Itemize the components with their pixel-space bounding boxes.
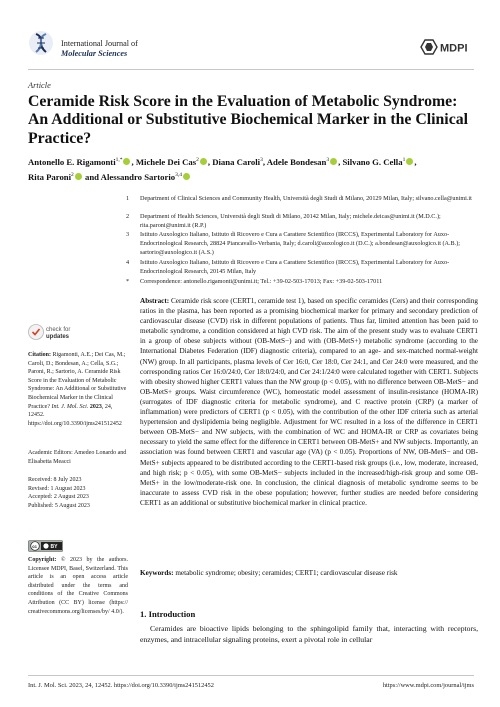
copyright-block	[28, 556, 128, 616]
affiliation-text: Department of Clinical Sciences and Community Health, Università degli Studi di Milano, 20129 Milan, Italy; silvano.cella@unimi.it	[140, 195, 472, 202]
correspondence	[126, 277, 480, 286]
author-name[interactable]: Antonello E. Rigamonti	[28, 157, 116, 167]
citation-year: 2023	[89, 403, 102, 410]
abstract-label: Abstract:	[140, 297, 170, 305]
published-date: Published: 5 August 2023	[28, 502, 90, 509]
author-affiliation-sup: 2	[196, 157, 199, 163]
revised-date: Revised: 1 August 2023	[28, 485, 86, 492]
academic-editors: Academic Editors: Amedeo Lonardo and Elisabetta Meacci	[28, 450, 127, 465]
footer-citation[interactable]: Int. J. Mol. Sci. 2023, 24, 12452. https://doi.org/10.3390/ijms241512452	[28, 682, 214, 689]
author-name[interactable]: Silvano G. Cella	[342, 157, 403, 167]
orcid-icon[interactable]	[123, 158, 130, 165]
author-name[interactable]: Diana Caroli	[212, 157, 261, 167]
footer-divider	[28, 675, 474, 676]
accepted-date: Accepted: 2 August 2023	[28, 494, 89, 501]
journal-name-line2: Molecular Sciences	[61, 49, 128, 58]
author-name[interactable]: Rita Paroni	[28, 171, 72, 182]
received-date: Received: 8 July 2023	[28, 477, 82, 483]
journal-logo-icon	[28, 30, 54, 56]
check-updates-line2: updates	[46, 334, 70, 340]
footer-journal-url[interactable]: https://www.mdpi.com/journal/ijms	[382, 682, 474, 689]
affiliation-4	[126, 258, 480, 276]
affiliation-3	[126, 230, 480, 258]
section-heading-introduction: 1. Introduction	[140, 609, 196, 619]
affiliation-2	[126, 212, 480, 230]
keywords-label: Keywords:	[140, 569, 174, 577]
orcid-icon[interactable]	[200, 158, 207, 165]
copyright-text: © 2023 by the authors. Licensee MDPI, Basel, Switzerland. This article is an open access article distributed under the terms and conditions of the Creative Commons Attribution (CC BY) license (https:// creativecommons.org/licenses/by/ 4.0/).	[28, 557, 129, 615]
orcid-icon[interactable]	[75, 173, 82, 180]
citation-text: Rigamonti, A.E.; Dei Cas, M.; Caroli, D.; Bondesan, A.; Cella, S.G.; Paroni, R.; Sartorio, A. Ceramide Risk Score in the Evaluation of Metabolic Syndrome: An Additional or Substitutive Biochemical Marker in the Clinical Practice?	[28, 352, 127, 410]
author-name[interactable]: Alessandro Sartorio	[100, 171, 176, 182]
introduction-paragraph: Ceramides are bioactive lipids belonging to the sphingolipid family that, interacting with receptors, enzymes, and intracellular signaling proteins, exert a pivotal role in cellular	[140, 624, 478, 644]
author-affiliation-sup: 1,*	[115, 157, 123, 163]
affiliation-text: Istituto Auxologico Italiano, Istituto di Ricovero e Cura a Carattere Scientifico (IRCCS), Experimental Laboratory for Auxo-Endocrinological Research, 20145 Milan, Italy	[140, 259, 450, 276]
mdpi-logo[interactable]	[420, 38, 472, 56]
article-type: Article	[28, 81, 51, 90]
citation-journal: Int. J. Mol. Sci.	[51, 403, 89, 410]
copyright-label: Copyright:	[28, 557, 57, 563]
author-affiliation-sup: 3	[326, 157, 330, 163]
affiliation-text: Istituto Auxologico Italiano, Istituto di Ricovero e Cura a Carattere Scientifico (IRCCS), Experimental Laboratory for Auxo-Endocrinological Research, 28824 Piancavallo-Verbania, Italy; d.caroli@auxologico.it (D.C.); a.bondesan@auxologico.it (A.B.); sartorio@auxologico.it (A.S.)	[140, 231, 460, 257]
abstract	[140, 296, 478, 508]
affiliation-number: *	[126, 278, 130, 285]
citation-doi[interactable]: , 24, 12452. https://doi.org/10.3390/ijms241512452	[28, 403, 122, 427]
check-updates-line1: check for	[46, 327, 71, 333]
keywords-text: metabolic syndrome; obesity; ceramides; CERT1; cardiovascular disease risk	[175, 569, 398, 577]
affiliation-text: Department of Health Sciences, Università degli Studi di Milano, 20142 Milan, Italy; michele.deicas@unimi.it (M.D.C.); rita.paroni@unimi.it (R.P.)	[140, 213, 441, 230]
author-affiliation-sup: 3,4	[175, 171, 182, 178]
affiliation-number: 1	[126, 195, 130, 202]
author-affiliation-sup: 1	[402, 157, 406, 163]
affiliation-number: 4	[126, 259, 130, 266]
author-name[interactable]: Michele Dei Cas	[135, 157, 197, 167]
abstract-text: Ceramide risk score (CERT1, ceramide test 1), based on specific ceramides (Cers) and their corresponding ratios in the plasma, has been reported as a promising biochemical marker for primary and secondary prediction of cardiovascular disease (CVD) risk in different populations of patients. Thus far, limited attention has been paid to metabolic syndrome, a condition considered at high CVD risk. The aim of the present study was to evaluate CERT1 in a group of obese subjects without (OB-MetS−) and with (OB-MetS+) metabolic syndrome (according to the International Diabetes Federation (IDF) diagnostic criteria), compared to an age- and sex-matched normal-weight (NW) group. In all participants, plasma levels of Cer 16:0, Cer 18:0, Cer 24:1, and Cer 24:0 were measured, and the corresponding ratios Cer 16:0/24:0, Cer 18:0/24:0, and Cer 24:1/24:0 were calculated together with CERT1. Subjects with obesity showed higher CERT1 values than the NW group (p < 0.05), with no difference between OB-MetS− and OB-MetS+ groups. Waist circumference (WC), homeostatic model assessment of insulin-resistance (HOMA-IR) (surrogates of IDF diagnostic criteria for metabolic syndrome), and C reactive protein (CRP) (a marker of inflammation) were predictors of CERT1 (p < 0.05), with the contribution of the other IDF criteria such as arterial hypertension and dyslipidemia being negligible. Adjustment for WC resulted in a loss of the difference in CERT1 between OB-MetS− and NW subjects, with the combination of WC and HOMA-IR or CRP as covariates being necessary to yield the same effect for the difference in CERT1 between OB-MetS+ and NW subjects. Importantly, an association was found between CERT1 and vascular age (VA) (p < 0.05). Proportions of NW, OB-MetS− and OB-MetS+ subjects appeared to be distributed according to the CERT1-based risk groups (i.e., low, moderate, increased, and high risk; p < 0.05), with some OB-MetS− subjects included in the increased/high-risk group and some OB-MetS+ in the low/moderate-risk one. In conclusion, the clinical diagnosis of metabolic syndrome seems to be inaccurate to assess CVD risk in the obese population; however, further studies are needed before considering CERT1 as an additional or substitutive biochemical marker in clinical practice.	[140, 297, 479, 507]
citation-label: Citation:	[28, 352, 51, 358]
orcid-icon[interactable]	[330, 158, 337, 165]
orcid-icon[interactable]	[406, 158, 413, 165]
mdpi-logo-text: MDPI	[440, 42, 468, 55]
correspondence-text: Correspondence: antonello.rigamonti@unimi.it; Tel.: +39-02-503-17013; Fax: +39-02-503-17011	[140, 278, 383, 285]
cc-by-license-icon[interactable]	[28, 540, 63, 552]
svg-text:cc: cc	[32, 543, 37, 549]
author-affiliation-sup: 3	[260, 157, 263, 163]
keywords	[140, 568, 478, 578]
citation-block	[28, 351, 128, 428]
orcid-icon[interactable]	[183, 173, 190, 180]
affiliation-1	[126, 194, 480, 203]
history-dates	[28, 476, 128, 510]
header-divider	[28, 69, 474, 70]
author-list: Antonello E. Rigamonti$^{1,*}$ , Michele Dei Cas$^2$ , Diana Caroli$^3$, Adele Bondesan$^3$ , Silvano G. Cella$^1$ , Rita Paroni$^2$ and Alessandro Sartorio$^{3,4}$	[28, 157, 417, 182]
journal-name	[61, 39, 138, 59]
svg-text:BY: BY	[50, 544, 58, 550]
check-for-updates-badge[interactable]	[28, 322, 90, 342]
affiliation-number: 3	[126, 231, 130, 238]
article-title: Ceramide Risk Score in the Evaluation of Metabolic Syndrome: An Additional or Substitutive Biochemical Marker in the Clinical Practice?	[28, 93, 468, 147]
journal-name-line1: International Journal of	[61, 39, 138, 48]
author-name[interactable]: Adele Bondesan	[266, 157, 327, 167]
affiliation-number: 2	[126, 213, 130, 220]
author-affiliation-sup: 2	[71, 171, 74, 178]
